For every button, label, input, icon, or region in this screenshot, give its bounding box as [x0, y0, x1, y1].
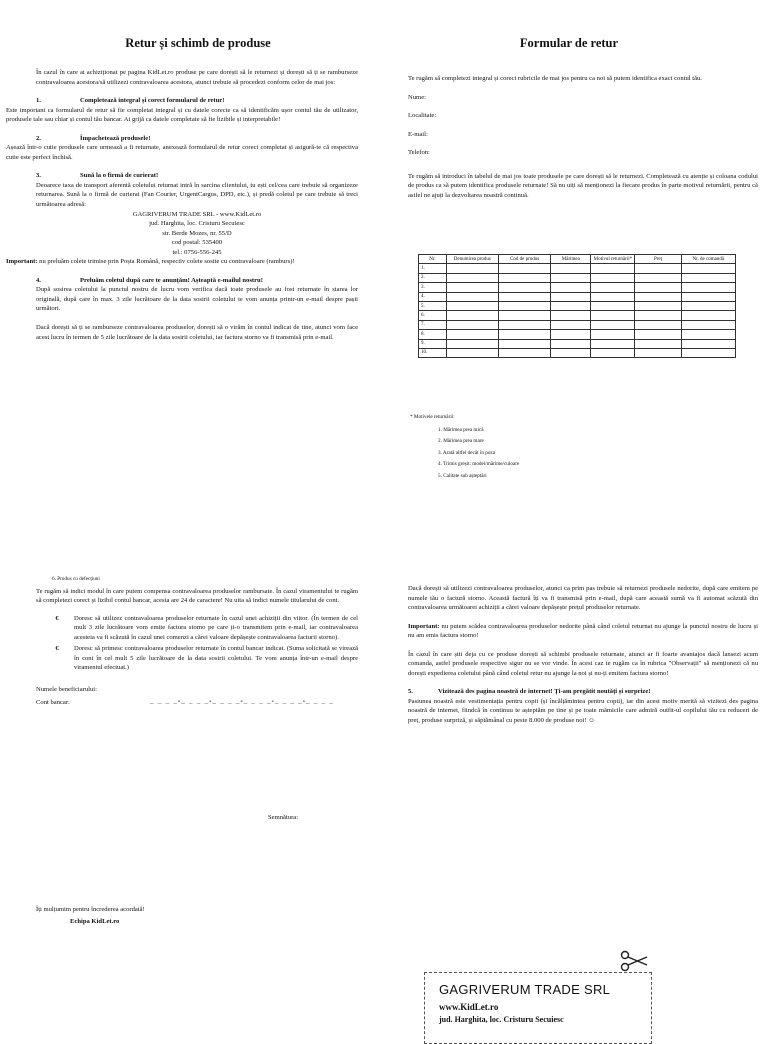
closing	[36, 905, 336, 926]
label-address: jud. Harghita, loc. Cristuru Secuiesc	[439, 1014, 564, 1024]
list-item: 1. Mărimea prea mică	[438, 426, 484, 433]
step5-heading: 5. Vizitează des pagina noastră de internet! Ți-am pregătit noutăți și surprize!	[408, 688, 651, 696]
option-store-credit[interactable]: € Doresc să utilizez contravaloarea produselor returnate în cazul unei achiziții din viitor. (În termen de cel mult 3 zile lucrătoare vom emite factura storno pe care ți-o transmitem prin e-mail, iar contravaloarea acesteia va fi scăzută în cazul unei comenzi a cărei valoare depășește contravaloarea facturii storno).	[36, 614, 358, 643]
table-row[interactable]: 8.	[419, 330, 736, 339]
col-nr: Nr.	[419, 255, 447, 264]
col-order-number: Nr. de comandă	[681, 255, 735, 264]
label-website: www.KidLet.ro	[439, 1001, 499, 1012]
table-row[interactable]: 7.	[419, 320, 736, 329]
list-item: 2. Mărimea prea mare	[438, 438, 484, 445]
list-item: 5. Calitate sub așteptări	[438, 472, 487, 479]
step4-text: După sosirea coletului la punctul nostru de lucru vom verifica dacă toate produsele au fost returnate în starea lor originală, după care în max. 3 zile lucrătoare de la data sosirii coletului te vom anunța printr-un e-mail despre pașii următori.	[36, 286, 358, 313]
col-price: Preț	[635, 255, 681, 264]
form-intro: Te rugăm să completezi integral și corect rubricile de mai jos pentru ca noi să putem identifica exact contul tău.	[408, 75, 702, 82]
checkbox-icon[interactable]: €	[55, 614, 59, 622]
label-company: GAGRIVERUM TRADE SRL	[439, 982, 611, 997]
table-row[interactable]: 3.	[419, 283, 736, 292]
reasons-title: * Motivele returnării:	[410, 414, 455, 420]
step1-text: Este important ca formularul de retur să fie completat integral și cu datele corecte ca să identificăm ușor contul tău de utilizator, produsele tale sau chiar și contul tău bancar. Ai grijă ca datele completate să fie lizibile și interpretabile!	[6, 106, 358, 124]
table-row[interactable]: 9.	[419, 339, 736, 348]
team-signature: Echipa KidLet.ro	[70, 917, 120, 925]
reasons-list	[410, 427, 750, 481]
list-item: 4. Trimis greșit: model/mărime/culoare	[438, 461, 520, 468]
returns-instructions	[6, 68, 358, 342]
scissors-icon	[618, 950, 650, 972]
returns-intro: În cazul în care ai achiziționat pe pagina KidLet.ro produse pe care dorești să le returnezi și dorești să ți se ramburseze contravaloarea acestora/să utilizezi contravaloarea acestora, atunci trebuie să procedezi conform celor de mai jos:	[36, 69, 358, 86]
field-city[interactable]: Localitate:	[408, 112, 437, 120]
step2-heading: 2. Împachetează produsele!	[36, 134, 151, 142]
compensation-section	[36, 576, 358, 708]
exchange-paragraph: În cazul în care știi deja cu ce produse dorești să schimbi produsele returnate, atunci ar fi foarte avantajos dacă lansezi acum comanda, astfel produsele respective sigur nu se vor vinde. În acest caz te rugăm ca în rubrica "Observații" să menționezi că nu dorești expedierea coletului până când coletul retur nu ajunge la noi și nu-ți emitem factura storno!	[408, 650, 758, 677]
store-credit-info	[408, 584, 758, 726]
important-note: Important: nu preluăm colete trimise prin Poșta Română, respectiv colete sosite cu contravaloare (ramburs)!	[6, 258, 295, 266]
col-product-code: Cod de produs	[499, 255, 551, 264]
col-size: Mărimea	[551, 255, 591, 264]
step2-text: Așează într-o cutie produsele care urmează a fi returnate, anexează formularul de retur corect completat și asigură-te că respectiva cutie este perfect închisă.	[6, 144, 358, 161]
step1-heading: 1. Completează integral și corect formularul de retur!	[36, 97, 225, 105]
table-row[interactable]: 1.	[419, 264, 736, 273]
account-label: Cont bancar:	[36, 699, 70, 707]
shipping-label	[424, 972, 652, 1044]
table-row[interactable]: 10.	[419, 348, 736, 357]
field-phone[interactable]: Telefon:	[408, 149, 430, 157]
returns-table	[418, 254, 736, 358]
col-reason: Motivul returnării*	[591, 255, 635, 264]
credit-paragraph: Dacă dorești să utilizezi contravaloarea produselor, atunci ca prim pas trebuie să returnezi produsele nedorite, după care emitem pe numele tău o factură storno. Această factură îți va fi transmisă prin e-mail, după care această sumă va fi automat scăzută din contravaloarea următoarei achiziții a cărei valoare depășește prețul produselor returnate.	[408, 585, 758, 612]
return-reasons	[410, 414, 750, 484]
checkbox-icon[interactable]: €	[55, 645, 59, 653]
field-email[interactable]: E-mail:	[408, 130, 428, 138]
table-intro: Te rugăm să introduci în tabelul de mai jos toate produsele pe care dorești să le returnezi. Completează cu atenție și coloana codului de produs ca să putem identifica produsele returnate! Să nu uiți să menționezi la fiecare produs în parte motivul returnării, pentru că astfel ne ajuți la dezvoltarea noastră continuă.	[408, 172, 758, 199]
bank-account-row	[36, 698, 358, 708]
step3-text: Deoarece taxa de transport aferentă coletului returnat intră în sarcina clientului, tu ești cel/cea care trebuie să organizeze returnarea. Sună la o firmă de curierat (Fan Courier, UrgentCargus, DPD, etc.), și predă coletul pe care trebuie să treci următoarea adresă:	[36, 181, 358, 209]
return-form	[408, 74, 758, 200]
step4-heading: 4. Preluăm coletul după care te anunțăm! Așteaptă e-mailul nostru!	[36, 276, 263, 284]
signature-label: Semnătura:	[268, 814, 299, 821]
reason6-item: 6. Produs cu defecțiuni	[52, 576, 100, 582]
list-item: 3. Arată altfel decât în poza	[438, 449, 496, 456]
thanks-text: Îți mulțumim pentru încrederea acordată!	[36, 906, 145, 913]
return-address: GAGRIVERUM TRADE SRL - www.KidLet.ro jud. Harghita, loc. Cristuru Secuiesc str. Berde Mozes, nr. 55/D cod postal: 535400 tel.: 0756-556-245	[132, 210, 262, 256]
form-title: Formular de retur	[519, 36, 619, 50]
table-row[interactable]: 2.	[419, 273, 736, 282]
field-name[interactable]: Nume:	[408, 93, 426, 101]
step3-heading: 3. Sună la o firmă de curierat!	[36, 172, 159, 180]
table-header-row	[419, 255, 736, 264]
bank-intro: Te rugăm să indici modul în care putem compensa contravaloarea produselor rambursate. În cazul viramentului te rugăm să completezi corect și lizibil contul bancar, acesta are 24 de caractere! Nu uita să indici numele titularului de cont.	[36, 587, 358, 605]
beneficiary-label: Numele beneficiarului:	[36, 685, 97, 693]
table-row[interactable]: 5.	[419, 301, 736, 310]
returns-title: Retur și schimb de produse	[125, 36, 271, 50]
step5-text: Pasiunea noastră este vestimentația pentru copii (și încălțămintea pentru copii), iar din acest motiv merită să vizitezi des pagina noastră de internet, fiindcă în continuu te așteptăm pe tine și pe toate mămicile care admiră outfit-ul copilului tău cu reduceri de preț, produse surpriză, și săptămânal cu peste 8.000 de produse noi! ☺	[408, 697, 758, 725]
table-row[interactable]: 4.	[419, 292, 736, 301]
option-bank-refund[interactable]: € Doresc să primesc contravaloarea produselor returnate în contul bancar indicat. (Suma solicitată se virează în cont în cel mult 5 zile lucrătoare de la data sosirii coletului. Te vom anunța într-un e-mail despre viramentul efectuat.)	[36, 644, 358, 673]
col-product-name: Denumirea produs	[446, 255, 498, 264]
important-note-2: Important: nu putem scădea contravaloarea produselor nedorite până când coletul returnat nu ajunge la punctul nostru de lucru și nu am emis factura storno!	[408, 622, 758, 640]
bank-account-field[interactable]: _ _ _ _-_ _ _ _-_ _ _ _-_ _ _ _-_ _ _ _-_ _ _ _	[150, 698, 334, 706]
table-row[interactable]: 6.	[419, 311, 736, 320]
refund-text: Dacă dorești să ți se ramburseze contravaloarea produselor, dorești să o virăm în contul indicat de tine, atunci vom face acest lucru în termen de 5 zile lucrătoare de la data sosirii coletului, iar factura storno va fi transmisă prin e-mail.	[36, 324, 358, 341]
